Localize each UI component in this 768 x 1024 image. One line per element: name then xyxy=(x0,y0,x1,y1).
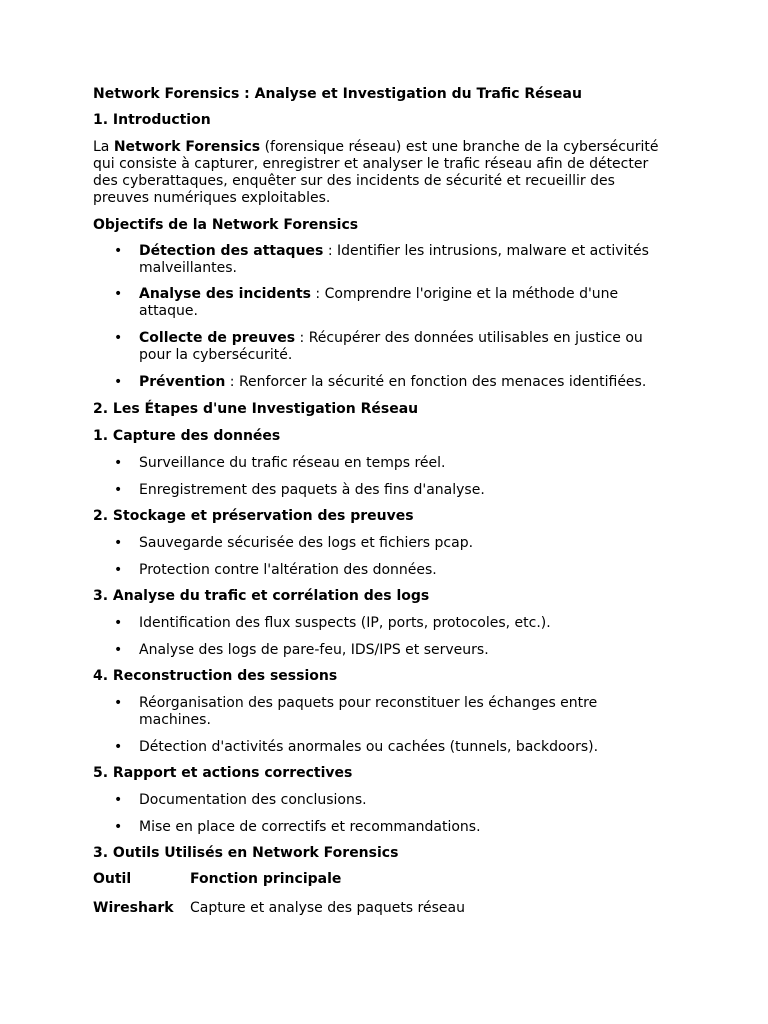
list-item-text: Détection d'activités anormales ou cachées (tunnels, backdoors). xyxy=(139,739,599,755)
table-header-row xyxy=(93,871,590,888)
tools-table xyxy=(93,871,590,917)
steps-heading: 2. Les Étapes d'une Investigation Réseau xyxy=(93,401,419,417)
objective-term: Analyse des incidents xyxy=(139,286,311,302)
document-title: Network Forensics : Analyse et Investigation du Trafic Réseau xyxy=(93,86,582,102)
table-header-cell: Fonction principale xyxy=(190,871,342,887)
intro-bold-term: Network Forensics xyxy=(113,139,261,155)
bullet-icon: • xyxy=(114,374,123,390)
step-list xyxy=(93,535,673,579)
list-item-text: Analyse des logs de pare-feu, IDS/IPS et serveurs. xyxy=(139,642,489,658)
table-cell: Capture et analyse des paquets réseau xyxy=(190,900,465,916)
list-item xyxy=(93,562,673,579)
table-cell: Wireshark xyxy=(93,900,174,916)
bullet-icon: • xyxy=(114,695,123,711)
table-header-cell: Outil xyxy=(93,871,132,887)
list-item xyxy=(93,482,673,499)
list-item-text: Protection contre l'altération des données. xyxy=(139,562,437,578)
bullet-icon: • xyxy=(114,739,123,755)
list-item-text: Mise en place de correctifs et recommandations. xyxy=(139,819,481,835)
objective-text: : Récupérer des données utilisables en justice ou pour la cybersécurité. xyxy=(139,330,643,363)
list-item-text: Réorganisation des paquets pour reconstituer les échanges entre machines. xyxy=(139,695,598,728)
list-item xyxy=(93,243,673,277)
intro-paragraph xyxy=(93,139,673,207)
step-list xyxy=(93,792,673,836)
objective-text: : Identifier les intrusions, malware et activités malveillantes. xyxy=(139,243,649,276)
bullet-icon: • xyxy=(114,243,123,259)
bullet-icon: • xyxy=(114,535,123,551)
objective-term: Collecte de preuves xyxy=(139,330,296,346)
objectives-heading: Objectifs de la Network Forensics xyxy=(93,217,359,233)
bullet-icon: • xyxy=(114,455,123,471)
step-list xyxy=(93,695,673,756)
list-item-text: Documentation des conclusions. xyxy=(139,792,367,808)
list-item xyxy=(93,330,673,364)
list-item xyxy=(93,695,673,729)
list-item xyxy=(93,739,673,756)
step-list xyxy=(93,455,673,499)
bullet-icon: • xyxy=(114,792,123,808)
bullet-icon: • xyxy=(114,330,123,346)
bullet-icon: • xyxy=(114,562,123,578)
tools-heading: 3. Outils Utilisés en Network Forensics xyxy=(93,845,399,861)
step-list xyxy=(93,615,673,659)
list-item xyxy=(93,286,673,320)
step-heading: 4. Reconstruction des sessions xyxy=(93,668,338,684)
step-heading: 1. Capture des données xyxy=(93,428,281,444)
bullet-icon: • xyxy=(114,286,123,302)
intro-prefix: La xyxy=(93,139,114,155)
objectives-list xyxy=(93,243,673,391)
list-item-text: Enregistrement des paquets à des fins d'analyse. xyxy=(139,482,485,498)
objective-text: : Comprendre l'origine et la méthode d'une attaque. xyxy=(139,286,619,319)
list-item xyxy=(93,535,673,552)
document-page xyxy=(93,86,673,917)
intro-heading: 1. Introduction xyxy=(93,112,211,128)
list-item-text: Identification des flux suspects (IP, ports, protocoles, etc.). xyxy=(139,615,551,631)
list-item xyxy=(93,642,673,659)
list-item xyxy=(93,455,673,472)
table-row xyxy=(93,888,590,917)
step-heading: 5. Rapport et actions correctives xyxy=(93,765,353,781)
objective-text: : Renforcer la sécurité en fonction des menaces identifiées. xyxy=(225,374,647,390)
list-item xyxy=(93,819,673,836)
list-item-text: Surveillance du trafic réseau en temps réel. xyxy=(139,455,446,471)
step-heading: 3. Analyse du trafic et corrélation des logs xyxy=(93,588,430,604)
list-item xyxy=(93,792,673,809)
list-item xyxy=(93,374,673,391)
objective-term: Prévention xyxy=(139,374,226,390)
bullet-icon: • xyxy=(114,615,123,631)
bullet-icon: • xyxy=(114,819,123,835)
list-item xyxy=(93,615,673,632)
objective-term: Détection des attaques xyxy=(139,243,324,259)
list-item-text: Sauvegarde sécurisée des logs et fichiers pcap. xyxy=(139,535,474,551)
bullet-icon: • xyxy=(114,482,123,498)
intro-text: (forensique réseau) est une branche de la cybersécurité qui consiste à capturer, enregistrer et analyser le trafic réseau afin de détecter des cyberattaques, enquêter sur des incidents de sécurité et recueillir des preuves numériques exploitables. xyxy=(93,139,659,206)
step-heading: 2. Stockage et préservation des preuves xyxy=(93,508,414,524)
bullet-icon: • xyxy=(114,642,123,658)
